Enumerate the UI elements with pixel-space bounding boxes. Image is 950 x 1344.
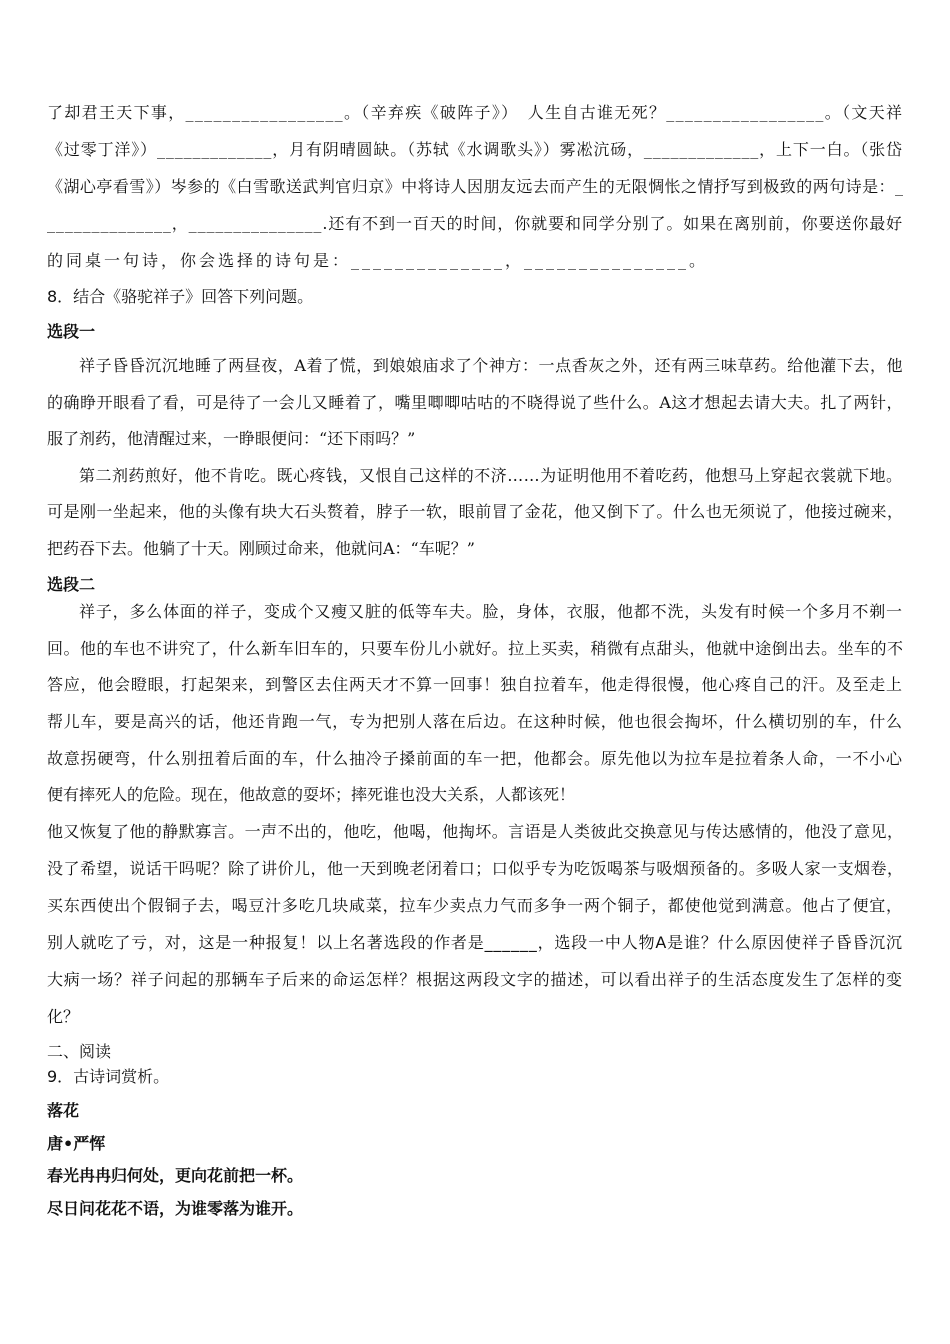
section-1-line: 第二剂药煎好，他不肯吃。既心疼钱，又恨自己这样的不济……为证明他用不着吃药，他想马上穿起衣裳就下地。 xyxy=(79,466,903,485)
section-2-line: 买东西使出个假铜子去，喝豆汁多吃几块咸菜，拉车少卖点力气而多争一两个铜子，都使他觉到满意。他占了便宜， xyxy=(47,896,903,915)
q7-line-5: 的同桌一句诗，你会选择的诗句是：______________，_______________。 xyxy=(47,251,709,270)
section-2-line: 帮儿车，要是高兴的话，他还肯跑一气，专为把别人落在后边。在这种时候，他也很会掏坏，什么横切别的车，什么 xyxy=(47,712,903,731)
section-2-label: 选段二 xyxy=(47,575,96,594)
q7-line-4: ______________，_______________.还有不到一百天的时间，你就要和同学分别了。如果在离别前，你要送你最好 xyxy=(47,214,904,233)
q7-line-3: 《湖心亭看雪》）岑参的《白雪歌送武判官归京》中将诗人因朋友远去而产生的无限惆怅之情抒写到极致的两句诗是：_ xyxy=(47,177,904,196)
q7-line-2: 《过零丁洋》）_____________，月有阴晴圆缺。（苏轼《水调歌头》）雾凇沆砀，_____________，上下一白。（张岱 xyxy=(47,140,903,159)
section-1-line: 可是刚一坐起来，他的头像有块大石头赘着，脖子一软，眼前冒了金花，他又倒下了。什么也无须说了，他接过碗来， xyxy=(47,502,904,521)
section-2-line: 回。他的车也不讲究了，什么新车旧车的，只要车份儿小就好。拉上买卖，稍微有点甜头，他就中途倒出去。坐车的不 xyxy=(47,639,904,658)
q8-question-line: 化？ xyxy=(47,1007,80,1026)
poem-author: 唐•严恽 xyxy=(47,1134,106,1153)
section-1-line: 的确睁开眼看了看，可是待了一会儿又睡着了，嘴里唧唧咕咕的不晓得说了些什么。A这才想起去请大夫。扎了两针， xyxy=(47,393,904,412)
poem-line: 春光冉冉归何处，更向花前把一杯。 xyxy=(47,1166,304,1185)
section-2-line: 他又恢复了他的静默寡言。一声不出的，他吃，他喝，他掏坏。言语是人类彼此交换意见与传达感情的，他没了意见， xyxy=(47,822,904,841)
poem-line: 尽日问花花不语，为谁零落为谁开。 xyxy=(47,1199,304,1218)
section-1-label: 选段一 xyxy=(47,322,96,341)
q9-title: 9．古诗词赏析。 xyxy=(47,1067,170,1086)
section-2-line: 便有摔死人的危险。现在，他故意的耍坏；摔死谁也没大关系，人都该死！ xyxy=(47,785,576,804)
section-1-line: 祥子昏昏沉沉地睡了两昼夜，A着了慌，到娘娘庙求了个神方：一点香灰之外，还有两三味草药。给他灌下去，他 xyxy=(79,356,904,375)
section-1-line: 把药吞下去。他躺了十天。刚顾过命来，他就问A：“车呢？” xyxy=(47,539,475,558)
section-2-line: 答应，他会瞪眼，打起架来，到警区去住两天才不算一回事！独自拉着车，他走得很慢，他心疼自己的汗。及至走上 xyxy=(47,675,903,694)
q8-question-line: 别人就吃了亏，对，这是一种报复！以上名著选段的作者是______，选段一中人物A是谁？什么原因使祥子昏昏沉沉 xyxy=(47,933,903,952)
poem-title: 落花 xyxy=(47,1101,80,1120)
q8-question-line: 大病一场？祥子问起的那辆车子后来的命运怎样？根据这两段文字的描述，可以看出祥子的生活态度发生了怎样的变 xyxy=(47,970,903,989)
part-2-heading: 二、阅读 xyxy=(47,1042,112,1061)
section-2-line: 祥子，多么体面的祥子，变成个又瘦又脏的低等车夫。脸，身体，衣服，他都不洗，头发有时候一个多月不剃一 xyxy=(79,602,903,621)
section-2-line: 没了希望，说话干吗呢？除了讲价儿，他一天到晚老闭着口；口似乎专为吃饭喝茶与吸烟预备的。多吸人家一支烟卷， xyxy=(47,859,904,878)
section-1-line: 服了剂药，他清醒过来，一睁眼便问：“还下雨吗？” xyxy=(47,429,416,448)
q8-title: 8．结合《骆驼祥子》回答下列问题。 xyxy=(47,287,314,306)
section-2-line: 故意拐硬弯，什么别扭着后面的车，什么抽冷子搡前面的车一把，他都会。原先他以为拉车是拉着条人命，一不小心 xyxy=(47,749,903,768)
q7-line-1: 了却君王天下事，_________________。（辛弃疾《破阵子》） 人生自古谁无死？_________________。（文天祥 xyxy=(47,103,904,122)
